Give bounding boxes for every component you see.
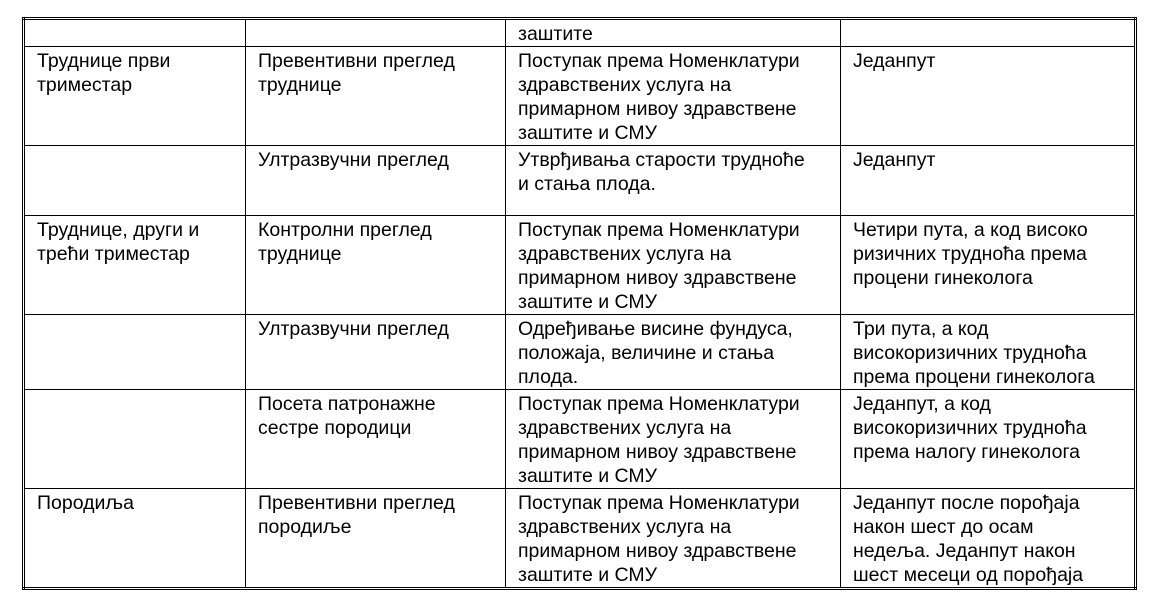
cell-frequency: Четири пута, а код високо ризичних трудноћа према процени гинеколога: [841, 216, 1136, 315]
table-row: [24, 216, 1136, 315]
cell-procedure: заштите: [506, 19, 841, 47]
cell-service: Превентивни преглед труднице: [246, 47, 506, 146]
table-row: [24, 390, 1136, 489]
cell-group: [24, 315, 246, 390]
cell-frequency: Једанпут, а код високоризичних трудноћа према налогу гинеколога: [841, 390, 1136, 489]
cell-service: Ултразвучни преглед: [246, 315, 506, 390]
cell-service: Посета патронажне сестре породици: [246, 390, 506, 489]
services-table: [22, 17, 1137, 590]
cell-group: [24, 390, 246, 489]
cell-group: [24, 146, 246, 216]
table-row: [24, 489, 1136, 589]
cell-service: Превентивни преглед породиље: [246, 489, 506, 589]
cell-group: [24, 19, 246, 47]
cell-frequency: Једанпут: [841, 146, 1136, 216]
table-row: [24, 315, 1136, 390]
cell-procedure: Поступак према Номенклатури здравствених услуга на примарном нивоу здравствене заштите и СМУ: [506, 489, 841, 589]
cell-procedure: Поступак према Номенклатури здравствених услуга на примарном нивоу здравствене заштите и СМУ: [506, 390, 841, 489]
cell-procedure: Поступак према Номенклатури здравствених услуга на примарном нивоу здравствене заштите и СМУ: [506, 216, 841, 315]
table-row: [24, 47, 1136, 146]
cell-procedure: Одређивање висине фундуса, положаја, величине и стања плода.: [506, 315, 841, 390]
cell-group: Породиља: [24, 489, 246, 589]
cell-frequency: Једанпут после порођаја након шест до осам недеља. Једанпут након шест месеци од порођаја: [841, 489, 1136, 589]
cell-procedure: Утврђивања старости трудноће и стања плода.: [506, 146, 841, 216]
cell-service: Контролни преглед труднице: [246, 216, 506, 315]
table-row: [24, 19, 1136, 47]
cell-service: Ултразвучни преглед: [246, 146, 506, 216]
cell-frequency: [841, 19, 1136, 47]
cell-service: [246, 19, 506, 47]
cell-frequency: Три пута, а код високоризичних трудноћа према процени гинеколога: [841, 315, 1136, 390]
cell-group: Труднице први триместар: [24, 47, 246, 146]
cell-procedure: Поступак према Номенклатури здравствених услуга на примарном нивоу здравствене заштите и СМУ: [506, 47, 841, 146]
cell-frequency: Једанпут: [841, 47, 1136, 146]
cell-group: Труднице, други и трећи триместар: [24, 216, 246, 315]
table-row: [24, 146, 1136, 216]
